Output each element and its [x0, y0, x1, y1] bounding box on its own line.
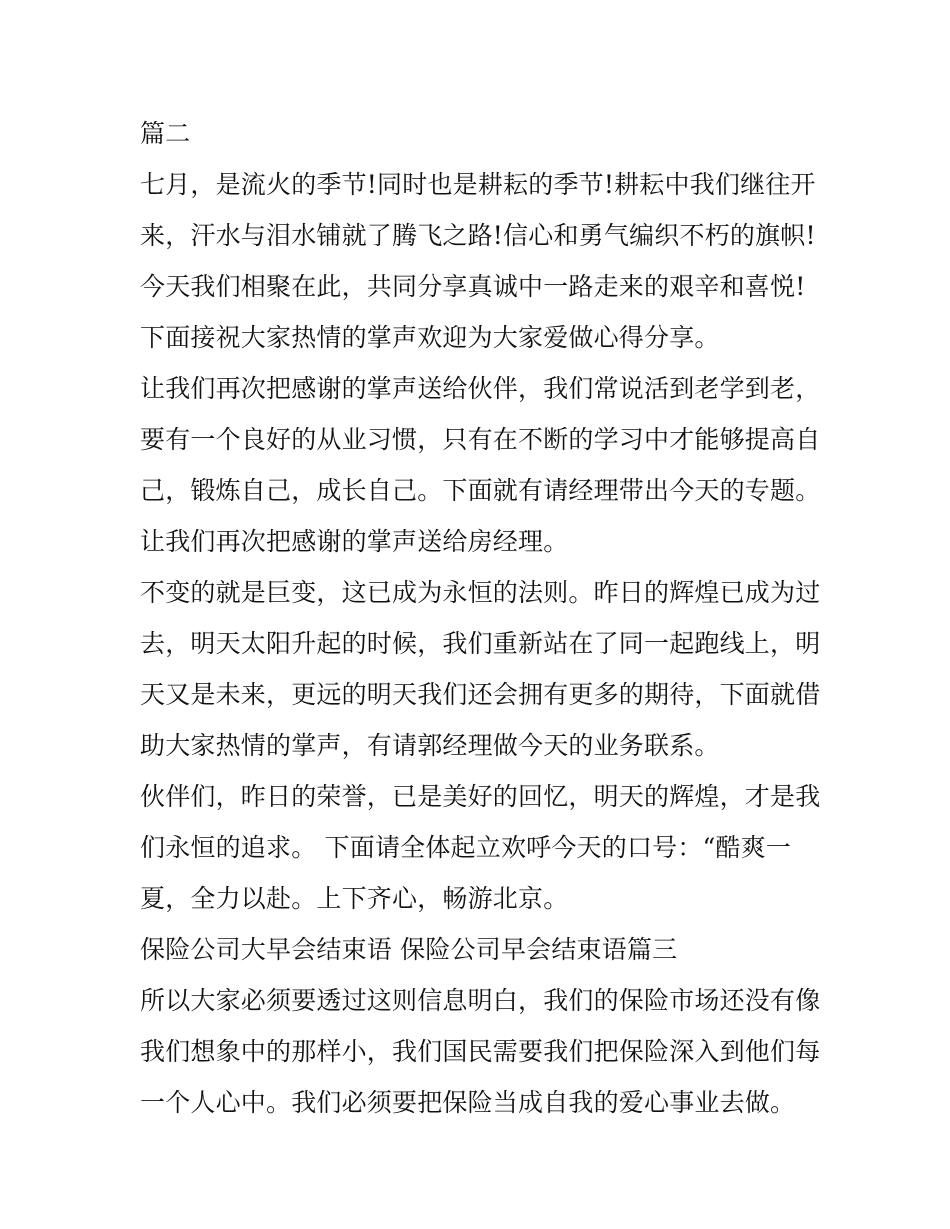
- text-line: 不变的就是巨变，这已成为永恒的法则。昨日的辉煌已成为过: [140, 578, 821, 607]
- text-line: 天又是未来，更远的明天我们还会拥有更多的期待，下面就借: [140, 680, 821, 709]
- text-line: 让我们再次把感谢的掌声送给伙伴，我们常说活到老学到老，: [140, 374, 821, 403]
- section-heading: 篇二: [140, 119, 191, 148]
- text-line: 们永恒的追求。 下面请全体起立欢呼今天的口号：“酷爽一: [140, 833, 792, 862]
- text-line: 要有一个良好的从业习惯，只有在不断的学习中才能够提高自: [140, 425, 821, 454]
- text-line: 我们想象中的那样小，我们国民需要我们把保险深入到他们每: [140, 1037, 821, 1066]
- text-line: 己，锻炼自己，成长自己。下面就有请经理带出今天的专题。: [140, 476, 821, 505]
- text-line: 伙伴们，昨日的荣誉，已是美好的回忆，明天的辉煌，才是我: [140, 782, 821, 811]
- text-line: 七月，是流火的季节!同时也是耕耘的季节!耕耘中我们继往开: [140, 170, 816, 199]
- text-line: 去，明天太阳升起的时候，我们重新站在了同一起跑线上，明: [140, 629, 821, 658]
- document-body: [140, 108, 830, 1128]
- text-line: 夏，全力以赴。上下齐心，畅游北京。: [140, 884, 569, 913]
- text-line: 今天我们相聚在此，共同分享真诚中一路走来的艰辛和喜悦!: [140, 272, 806, 301]
- section-title: 保险公司大早会结束语 保险公司早会结束语篇三: [140, 935, 678, 964]
- text-line: 助大家热情的掌声，有请郭经理做今天的业务联系。: [140, 731, 720, 760]
- text-line: 一个人心中。我们必须要把保险当成自我的爱心事业去做。: [140, 1088, 796, 1117]
- text-line: 下面接祝大家热情的掌声欢迎为大家爱做心得分享。: [140, 323, 720, 352]
- text-line: 所以大家必须要透过这则信息明白，我们的保险市场还没有像: [140, 986, 821, 1015]
- text-line: 让我们再次把感谢的掌声送给房经理。: [140, 527, 569, 556]
- text-line: 来，汗水与泪水铺就了腾飞之路!信心和勇气编织不朽的旗帜!: [140, 221, 816, 250]
